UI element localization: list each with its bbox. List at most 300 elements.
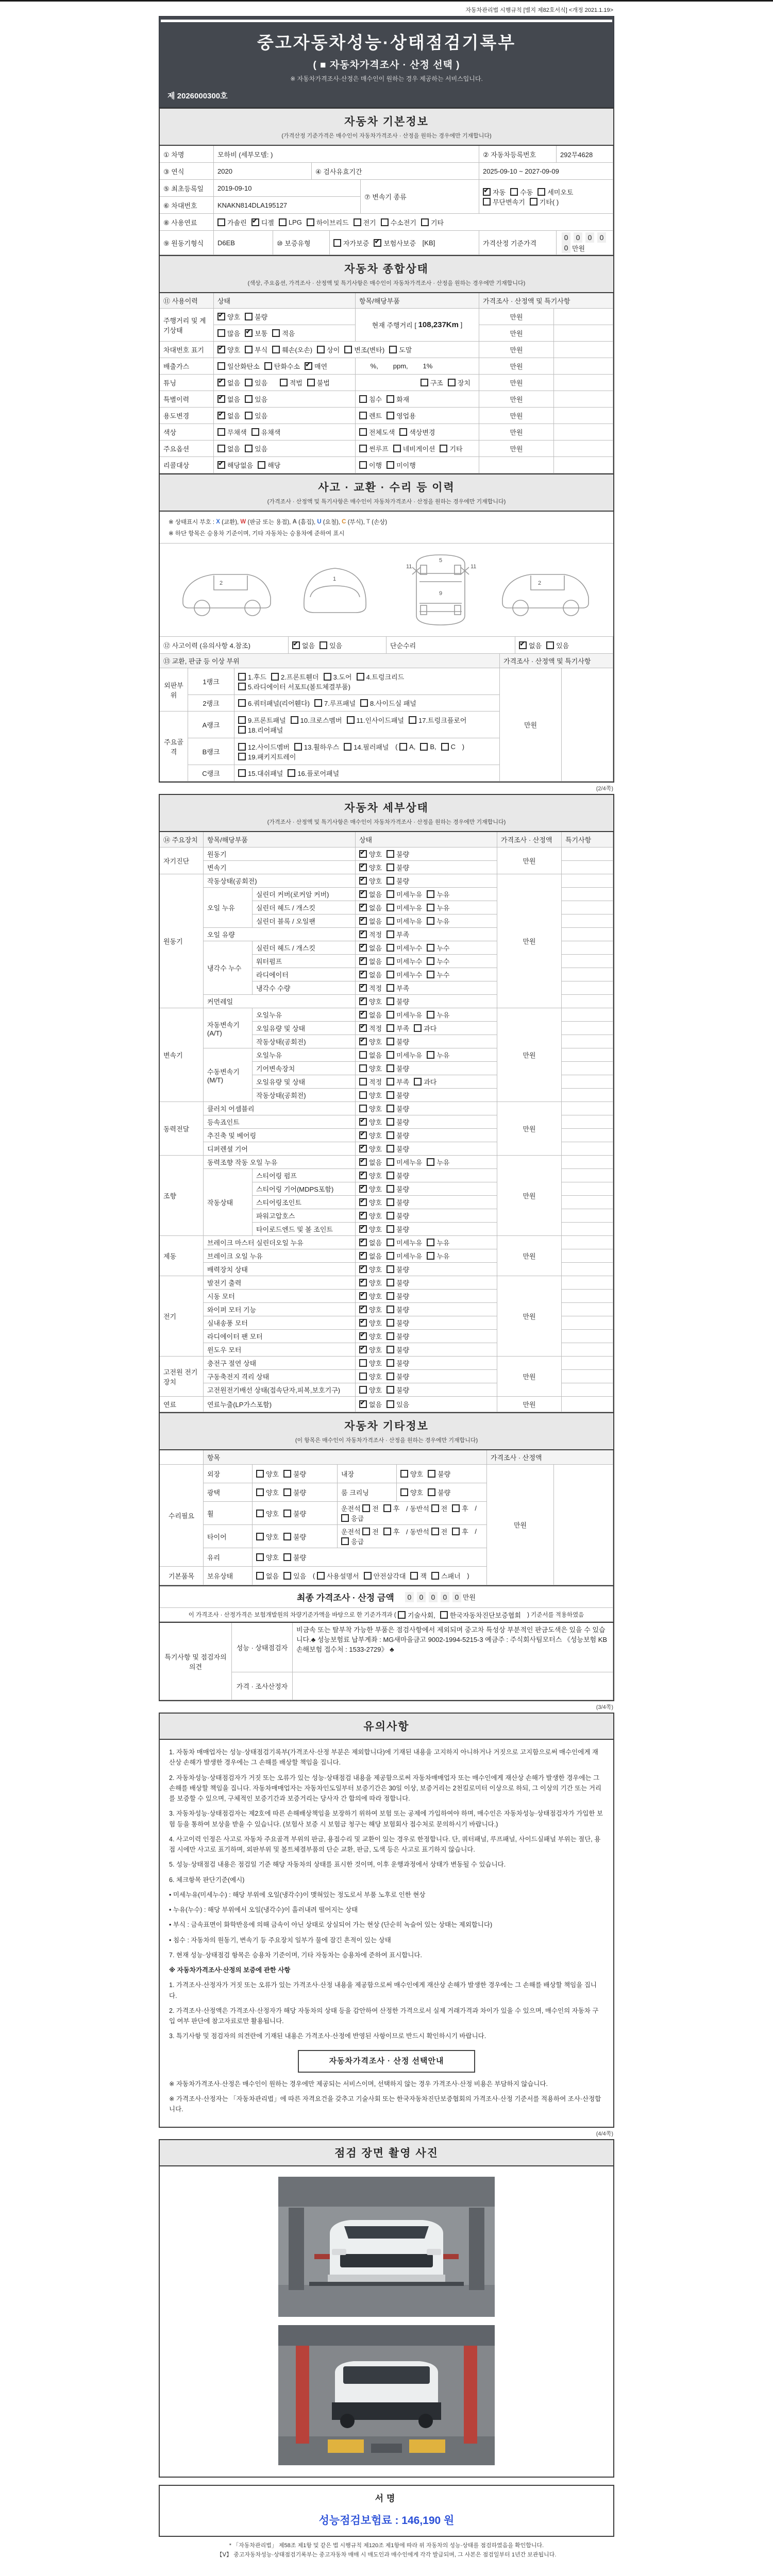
checkbox-icon[interactable] (421, 379, 428, 386)
checkbox-icon[interactable] (258, 461, 265, 469)
checkbox-option[interactable] (414, 1023, 436, 1033)
checkbox-option[interactable] (359, 1331, 382, 1341)
checkbox-icon[interactable] (381, 218, 389, 226)
checkbox-option[interactable] (400, 1469, 423, 1479)
checkbox-checked-icon[interactable] (359, 957, 367, 965)
checkbox-icon[interactable] (256, 1572, 264, 1580)
checkbox-option[interactable] (386, 1318, 409, 1328)
checkbox-option[interactable] (324, 672, 352, 682)
checkbox-option[interactable] (386, 1211, 409, 1221)
checkbox-icon[interactable] (386, 1145, 394, 1153)
checkbox-option[interactable] (288, 768, 339, 778)
checkbox-icon[interactable] (386, 1131, 394, 1139)
checkbox-icon[interactable] (427, 944, 434, 952)
checkbox-option[interactable] (217, 328, 240, 338)
checkbox-icon[interactable] (359, 1064, 367, 1072)
checkbox-icon[interactable] (427, 1252, 434, 1260)
checkbox-icon[interactable] (238, 683, 246, 690)
checkbox-option[interactable] (386, 1251, 422, 1261)
checkbox-checked-icon[interactable] (359, 997, 367, 1005)
checkbox-icon[interactable] (441, 743, 449, 751)
checkbox-option[interactable] (272, 345, 312, 354)
checkbox-option[interactable] (386, 1157, 422, 1167)
checkbox-option[interactable] (307, 378, 330, 387)
checkbox-option[interactable] (427, 943, 449, 953)
checkbox-option[interactable] (386, 956, 422, 966)
checkbox-checked-icon[interactable] (292, 641, 300, 649)
checkbox-option[interactable] (283, 1532, 306, 1541)
checkbox-icon[interactable] (386, 1064, 394, 1072)
checkbox-icon[interactable] (256, 1470, 264, 1478)
checkbox-icon[interactable] (386, 1158, 394, 1166)
checkbox-option[interactable] (359, 1358, 382, 1368)
checkbox-icon[interactable] (386, 850, 394, 858)
checkbox-icon[interactable] (386, 1118, 394, 1126)
checkbox-icon[interactable] (452, 1504, 460, 1512)
checkbox-option[interactable] (320, 640, 342, 650)
checkbox-icon[interactable] (530, 198, 537, 206)
checkbox-icon[interactable] (272, 346, 280, 353)
checkbox-option[interactable] (245, 378, 267, 387)
checkbox-checked-icon[interactable] (359, 1198, 367, 1206)
checkbox-icon[interactable] (427, 957, 434, 965)
checkbox-icon[interactable] (324, 673, 331, 681)
checkbox-icon[interactable] (510, 188, 518, 196)
checkbox-option[interactable] (359, 1264, 382, 1274)
checkbox-option[interactable] (386, 876, 409, 886)
checkbox-option[interactable] (359, 1224, 382, 1234)
checkbox-option[interactable] (359, 1157, 382, 1167)
checkbox-option[interactable] (251, 217, 274, 227)
checkbox-checked-icon[interactable] (359, 1252, 367, 1260)
checkbox-icon[interactable] (427, 971, 434, 978)
checkbox-option[interactable] (359, 849, 382, 859)
checkbox-icon[interactable] (359, 428, 367, 436)
checkbox-checked-icon[interactable] (359, 904, 367, 911)
checkbox-option[interactable] (400, 1487, 423, 1497)
checkbox-option[interactable] (427, 1010, 449, 1020)
checkbox-option[interactable] (427, 1238, 449, 1247)
checkbox-icon[interactable] (317, 346, 325, 353)
checkbox-option[interactable] (530, 197, 559, 207)
checkbox-icon[interactable] (386, 1051, 394, 1059)
checkbox-icon[interactable] (386, 1386, 394, 1394)
checkbox-option[interactable] (357, 672, 405, 682)
checkbox-option[interactable] (283, 1571, 306, 1581)
checkbox-checked-icon[interactable] (359, 1306, 367, 1313)
checkbox-checked-icon[interactable] (359, 1118, 367, 1126)
checkbox-checked-icon[interactable] (359, 1011, 367, 1019)
checkbox-option[interactable] (409, 715, 466, 725)
checkbox-option[interactable] (389, 345, 412, 354)
checkbox-option[interactable] (256, 1552, 279, 1562)
checkbox-option[interactable] (421, 217, 444, 227)
checkbox-option[interactable] (359, 996, 382, 1006)
checkbox-icon[interactable] (217, 428, 225, 436)
checkbox-option[interactable] (292, 640, 315, 650)
checkbox-option[interactable] (386, 996, 409, 1006)
checkbox-option[interactable] (217, 345, 240, 354)
checkbox-option[interactable] (245, 394, 267, 404)
checkbox-option[interactable] (359, 1023, 382, 1033)
checkbox-icon[interactable] (362, 1528, 370, 1535)
checkbox-icon[interactable] (546, 641, 554, 649)
checkbox-icon[interactable] (386, 917, 394, 925)
checkbox-option[interactable] (307, 217, 349, 227)
checkbox-checked-icon[interactable] (359, 1292, 367, 1300)
checkbox-option[interactable] (279, 218, 302, 226)
checkbox-icon[interactable] (414, 1078, 422, 1086)
checkbox-option[interactable] (483, 197, 525, 207)
checkbox-icon[interactable] (386, 1024, 394, 1032)
checkbox-icon[interactable] (360, 699, 368, 707)
checkbox-option[interactable] (359, 1304, 382, 1314)
checkbox-option[interactable] (245, 411, 267, 420)
checkbox-icon[interactable] (393, 445, 401, 452)
checkbox-icon[interactable] (307, 379, 315, 386)
checkbox-option[interactable] (440, 444, 462, 453)
checkbox-icon[interactable] (217, 445, 225, 452)
checkbox-option[interactable] (272, 328, 295, 338)
checkbox-icon[interactable] (307, 218, 314, 226)
checkbox-icon[interactable] (386, 1225, 394, 1233)
checkbox-checked-icon[interactable] (359, 930, 367, 938)
checkbox-option[interactable] (359, 1399, 382, 1409)
checkbox-icon[interactable] (359, 395, 367, 403)
checkbox-checked-icon[interactable] (359, 877, 367, 885)
checkbox-icon[interactable] (256, 1510, 264, 1517)
checkbox-option[interactable] (386, 1050, 422, 1060)
checkbox-option[interactable] (305, 361, 327, 371)
checkbox-checked-icon[interactable] (359, 850, 367, 858)
checkbox-option[interactable] (383, 1527, 400, 1536)
checkbox-icon[interactable] (245, 395, 253, 403)
checkbox-option[interactable] (283, 1509, 306, 1518)
checkbox-option[interactable] (427, 1251, 449, 1261)
checkbox-checked-icon[interactable] (217, 395, 225, 403)
checkbox-option[interactable] (362, 1503, 379, 1513)
checkbox-option[interactable] (359, 1077, 382, 1087)
checkbox-icon[interactable] (420, 743, 428, 751)
checkbox-option[interactable] (256, 1532, 279, 1541)
checkbox-icon[interactable] (386, 944, 394, 952)
checkbox-option[interactable] (386, 1023, 409, 1033)
checkbox-option[interactable] (359, 1345, 382, 1354)
checkbox-option[interactable] (431, 1503, 448, 1513)
checkbox-icon[interactable] (427, 1011, 434, 1019)
checkbox-icon[interactable] (362, 1504, 370, 1512)
checkbox-icon[interactable] (245, 346, 253, 353)
checkbox-option[interactable] (386, 1171, 409, 1180)
checkbox-option[interactable] (427, 889, 449, 899)
checkbox-option[interactable] (421, 378, 443, 387)
checkbox-icon[interactable] (386, 1198, 394, 1206)
checkbox-option[interactable] (410, 1571, 427, 1581)
checkbox-checked-icon[interactable] (359, 1185, 367, 1193)
checkbox-option[interactable] (359, 394, 382, 404)
checkbox-icon[interactable] (279, 218, 287, 226)
checkbox-option[interactable] (359, 1278, 382, 1287)
checkbox-option[interactable] (386, 929, 409, 939)
checkbox-checked-icon[interactable] (217, 379, 225, 386)
checkbox-icon[interactable] (283, 1510, 291, 1517)
checkbox-icon[interactable] (294, 743, 302, 751)
checkbox-option[interactable] (245, 328, 267, 338)
checkbox-option[interactable] (359, 1291, 382, 1301)
checkbox-icon[interactable] (483, 198, 491, 206)
checkbox-option[interactable] (359, 1117, 382, 1127)
checkbox-icon[interactable] (386, 890, 394, 898)
checkbox-icon[interactable] (245, 412, 253, 419)
checkbox-option[interactable] (283, 1487, 306, 1497)
checkbox-option[interactable] (427, 1157, 449, 1167)
checkbox-icon[interactable] (344, 743, 351, 751)
checkbox-option[interactable] (364, 1571, 406, 1581)
checkbox-option[interactable] (359, 983, 382, 993)
checkbox-option[interactable] (360, 698, 416, 708)
checkbox-icon[interactable] (264, 362, 272, 370)
checkbox-option[interactable] (386, 460, 416, 470)
checkbox-icon[interactable] (386, 971, 394, 978)
checkbox-icon[interactable] (452, 1528, 460, 1535)
checkbox-option[interactable] (344, 345, 384, 354)
checkbox-option[interactable] (386, 970, 422, 979)
checkbox-icon[interactable] (386, 1372, 394, 1380)
checkbox-icon[interactable] (386, 1212, 394, 1219)
checkbox-checked-icon[interactable] (359, 971, 367, 978)
checkbox-option[interactable] (359, 1010, 382, 1020)
checkbox-icon[interactable] (245, 445, 253, 452)
checkbox-option[interactable] (291, 715, 342, 725)
checkbox-option[interactable] (333, 238, 369, 248)
checkbox-option[interactable] (386, 1224, 409, 1234)
checkbox-option[interactable] (386, 1037, 409, 1046)
checkbox-icon[interactable] (341, 1514, 349, 1522)
checkbox-option[interactable] (386, 1358, 409, 1368)
checkbox-icon[interactable] (359, 412, 367, 419)
checkbox-option[interactable] (386, 1117, 409, 1127)
checkbox-option[interactable] (414, 1077, 436, 1087)
checkbox-icon[interactable] (291, 716, 298, 724)
checkbox-checked-icon[interactable] (359, 1239, 367, 1246)
checkbox-icon[interactable] (238, 726, 246, 734)
checkbox-option[interactable] (431, 1571, 461, 1581)
checkbox-icon[interactable] (386, 1105, 394, 1112)
checkbox-icon[interactable] (386, 1400, 394, 1408)
checkbox-icon[interactable] (364, 1572, 372, 1580)
checkbox-option[interactable] (256, 1571, 279, 1581)
checkbox-option[interactable] (258, 460, 280, 470)
checkbox-option[interactable] (386, 1399, 409, 1409)
checkbox-icon[interactable] (421, 218, 429, 226)
checkbox-option[interactable] (427, 903, 449, 912)
checkbox-icon[interactable] (217, 362, 225, 370)
checkbox-icon[interactable] (399, 743, 407, 751)
checkbox-option[interactable] (386, 983, 409, 993)
checkbox-icon[interactable] (238, 743, 246, 751)
checkbox-icon[interactable] (245, 379, 253, 386)
checkbox-icon[interactable] (386, 1319, 394, 1327)
checkbox-option[interactable] (251, 427, 281, 437)
checkbox-option[interactable] (359, 1251, 382, 1261)
checkbox-checked-icon[interactable] (483, 188, 491, 196)
checkbox-option[interactable] (398, 1610, 435, 1620)
checkbox-icon[interactable] (389, 346, 397, 353)
checkbox-checked-icon[interactable] (359, 917, 367, 925)
checkbox-option[interactable] (217, 427, 247, 437)
checkbox-option[interactable] (386, 1130, 409, 1140)
checkbox-icon[interactable] (410, 1572, 418, 1580)
checkbox-option[interactable] (510, 187, 533, 197)
checkbox-option[interactable] (381, 217, 416, 227)
checkbox-icon[interactable] (283, 1553, 291, 1561)
checkbox-checked-icon[interactable] (217, 346, 225, 353)
checkbox-icon[interactable] (386, 957, 394, 965)
checkbox-option[interactable] (399, 743, 415, 751)
checkbox-option[interactable] (359, 903, 382, 912)
checkbox-icon[interactable] (238, 699, 246, 707)
checkbox-icon[interactable] (386, 1292, 394, 1300)
checkbox-option[interactable] (399, 427, 435, 437)
checkbox-icon[interactable] (359, 1372, 367, 1380)
checkbox-option[interactable] (427, 916, 449, 926)
checkbox-icon[interactable] (537, 188, 545, 196)
checkbox-icon[interactable] (359, 461, 367, 469)
checkbox-option[interactable] (386, 1385, 409, 1395)
checkbox-option[interactable] (217, 444, 240, 453)
checkbox-checked-icon[interactable] (359, 1225, 367, 1233)
checkbox-option[interactable] (393, 444, 435, 453)
checkbox-option[interactable] (427, 970, 449, 979)
checkbox-icon[interactable] (238, 769, 246, 777)
checkbox-option[interactable] (452, 1503, 468, 1513)
checkbox-checked-icon[interactable] (359, 1024, 367, 1032)
checkbox-option[interactable] (283, 1469, 306, 1479)
checkbox-option[interactable] (359, 1238, 382, 1247)
checkbox-option[interactable] (341, 1536, 364, 1546)
checkbox-icon[interactable] (386, 1185, 394, 1193)
checkbox-option[interactable] (359, 1104, 382, 1113)
checkbox-option[interactable] (386, 1144, 409, 1154)
checkbox-icon[interactable] (354, 218, 361, 226)
checkbox-option[interactable] (245, 345, 267, 354)
checkbox-icon[interactable] (359, 1359, 367, 1367)
checkbox-option[interactable] (359, 1371, 382, 1381)
checkbox-option[interactable] (386, 1104, 409, 1113)
checkbox-option[interactable] (440, 1610, 521, 1620)
checkbox-checked-icon[interactable] (359, 1279, 367, 1286)
checkbox-option[interactable] (386, 1331, 409, 1341)
checkbox-option[interactable] (238, 742, 290, 752)
checkbox-icon[interactable] (359, 1386, 367, 1394)
checkbox-icon[interactable] (238, 673, 246, 681)
checkbox-icon[interactable] (344, 346, 352, 353)
checkbox-icon[interactable] (440, 445, 447, 452)
checkbox-checked-icon[interactable] (217, 313, 225, 320)
checkbox-checked-icon[interactable] (359, 1038, 367, 1045)
checkbox-checked-icon[interactable] (251, 218, 259, 226)
checkbox-icon[interactable] (386, 461, 394, 469)
checkbox-option[interactable] (386, 1197, 409, 1207)
checkbox-icon[interactable] (414, 1024, 422, 1032)
checkbox-icon[interactable] (427, 1239, 434, 1246)
checkbox-checked-icon[interactable] (359, 984, 367, 992)
checkbox-icon[interactable] (251, 428, 259, 436)
checkbox-icon[interactable] (386, 1239, 394, 1246)
checkbox-icon[interactable] (245, 313, 253, 320)
checkbox-option[interactable] (359, 1090, 382, 1100)
checkbox-icon[interactable] (386, 1038, 394, 1045)
checkbox-option[interactable] (245, 312, 267, 321)
checkbox-icon[interactable] (386, 997, 394, 1005)
checkbox-option[interactable] (217, 460, 253, 470)
checkbox-checked-icon[interactable] (519, 641, 527, 649)
checkbox-option[interactable] (386, 1264, 409, 1274)
checkbox-option[interactable] (386, 916, 422, 926)
checkbox-option[interactable] (386, 1063, 409, 1073)
checkbox-option[interactable] (359, 929, 382, 939)
checkbox-option[interactable] (280, 378, 303, 387)
checkbox-option[interactable] (386, 1278, 409, 1287)
checkbox-icon[interactable] (427, 1158, 434, 1166)
checkbox-icon[interactable] (386, 930, 394, 938)
checkbox-option[interactable] (428, 1469, 450, 1479)
checkbox-option[interactable] (386, 1238, 422, 1247)
checkbox-option[interactable] (386, 411, 416, 420)
checkbox-option[interactable] (359, 1130, 382, 1140)
checkbox-icon[interactable] (428, 1470, 435, 1478)
checkbox-checked-icon[interactable] (359, 1346, 367, 1353)
checkbox-checked-icon[interactable] (359, 1319, 367, 1327)
checkbox-option[interactable] (238, 715, 286, 725)
checkbox-checked-icon[interactable] (359, 1400, 367, 1408)
checkbox-option[interactable] (359, 1144, 382, 1154)
checkbox-icon[interactable] (288, 769, 295, 777)
checkbox-option[interactable] (359, 862, 382, 872)
checkbox-icon[interactable] (357, 673, 364, 681)
checkbox-option[interactable] (383, 1503, 400, 1513)
checkbox-option[interactable] (217, 411, 240, 420)
checkbox-icon[interactable] (427, 890, 434, 898)
checkbox-icon[interactable] (283, 1572, 291, 1580)
checkbox-icon[interactable] (359, 445, 367, 452)
checkbox-icon[interactable] (427, 1051, 434, 1059)
checkbox-icon[interactable] (440, 1611, 448, 1619)
checkbox-option[interactable] (217, 217, 247, 227)
checkbox-option[interactable] (386, 862, 409, 872)
checkbox-icon[interactable] (217, 329, 225, 337)
checkbox-option[interactable] (359, 444, 389, 453)
checkbox-icon[interactable] (428, 1488, 435, 1496)
checkbox-option[interactable] (245, 444, 267, 453)
checkbox-option[interactable] (386, 394, 409, 404)
checkbox-icon[interactable] (386, 1332, 394, 1340)
checkbox-icon[interactable] (386, 1252, 394, 1260)
checkbox-option[interactable] (217, 361, 260, 371)
checkbox-checked-icon[interactable] (217, 461, 225, 469)
checkbox-option[interactable] (238, 682, 350, 691)
checkbox-icon[interactable] (399, 428, 407, 436)
checkbox-option[interactable] (386, 1184, 409, 1194)
checkbox-option[interactable] (317, 345, 340, 354)
checkbox-icon[interactable] (427, 917, 434, 925)
checkbox-option[interactable] (344, 742, 389, 752)
checkbox-option[interactable] (386, 943, 422, 953)
checkbox-icon[interactable] (280, 379, 288, 386)
checkbox-icon[interactable] (238, 753, 246, 760)
checkbox-option[interactable] (283, 1552, 306, 1562)
checkbox-icon[interactable] (386, 1359, 394, 1367)
